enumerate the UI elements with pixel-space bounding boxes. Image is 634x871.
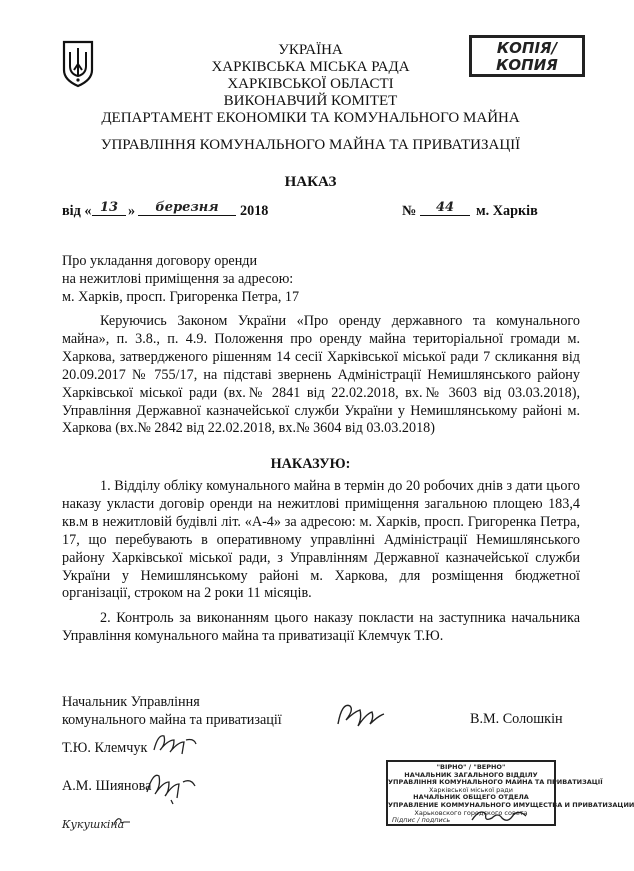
order-city: м. Харків (476, 203, 538, 219)
head-title-line1: Начальник Управління (62, 694, 200, 710)
subject-line: м. Харків, просп. Григоренка Петра, 17 (62, 289, 300, 305)
head-name: В.М. Солошкін (470, 711, 563, 727)
header-executive-committee: ВИКОНАВЧИЙ КОМІТЕТ (223, 93, 398, 109)
verno-stamp-signature (470, 806, 530, 828)
executor-signature (112, 814, 132, 828)
document-type: НАКАЗ (284, 174, 337, 190)
head-signature (332, 698, 388, 732)
approver-2-name: А.М. Шиянова (62, 778, 152, 794)
date-day: 13 (92, 200, 126, 216)
date-mid: » (128, 203, 136, 219)
verno-stamp-line: НАЧАЛЬНИК ЗАГАЛЬНОГО ВІДДІЛУ (404, 770, 538, 779)
header-division: УПРАВЛІННЯ КОМУНАЛЬНОГО МАЙНА ТА ПРИВАТИЗАЦІЇ (100, 137, 521, 153)
executor-name: Кукушкіна (62, 818, 125, 831)
subject-line: Про укладання договору оренди (62, 253, 258, 269)
order-number-prefix: № (402, 203, 417, 219)
verno-stamp-line: Харківської міської ради (428, 785, 514, 794)
order-number: 44 (420, 200, 470, 216)
header-department: ДЕПАРТАМЕНТ ЕКОНОМІКИ ТА КОМУНАЛЬНОГО МАЙНА (101, 110, 520, 126)
subject-line: на нежитлові приміщення за адресою: (62, 271, 294, 287)
subject-block (62, 252, 299, 306)
approver-1-signature (150, 730, 200, 758)
verno-stamp-line: "ВІРНО" / "ВЕРНО" (436, 763, 506, 771)
verno-stamp-line: Харьковского городского совета (414, 808, 528, 817)
preamble-paragraph: Керуючись Законом України «Про оренду державного та комунального майна», п. 3.8., п. 4.9. Положення про оренду майна територіальної громади м. Харкова, затвердженого рішенням 14 сесії Харківської міської ради 7 скликання від 20.09.2017 № 755/17, на підставі звернень Адміністрації Немишлянського району Харківської міської ради (вх.№ 2841 від 22.02.2018, вх.№ 3603 від 03.03.2018), Управління Державної казначейської служби України у Немишлянському районі м. Харкова (вх.№ 2842 від 22.02.2018, вх.№ 3604 від 03.03.2018) (62, 313, 580, 437)
verno-stamp-line: НАЧАЛЬНИК ОБЩЕГО ОТДЕЛА (413, 793, 529, 802)
approver-1-name: Т.Ю. Клемчук (62, 740, 148, 756)
header-country: УКРАЇНА (278, 42, 343, 58)
date-month: березня (138, 200, 236, 216)
date-number-line (62, 200, 562, 225)
copy-stamp-line2: КОПИЯ (496, 56, 558, 74)
approver-2-signature (143, 766, 199, 806)
header-oblast: ХАРКІВСЬКОЇ ОБЛАСТІ (227, 76, 394, 92)
date-prefix: від « (62, 203, 92, 219)
copy-stamp-line1: КОПІЯ/ (496, 39, 558, 57)
order-heading: НАКАЗУЮ: (270, 456, 351, 472)
verno-stamp-sign-label: Підпис / подпись (392, 816, 451, 825)
head-title (62, 694, 282, 729)
date-year: 2018 (240, 203, 269, 219)
header-city-council: ХАРКІВСЬКА МІСЬКА РАДА (211, 59, 410, 75)
verno-stamp-line: УПРАВЛЕНИЕ КОММУНАЛЬНОГО ИМУЩЕСТВА И ПРИВАТИЗАЦИИ (388, 800, 634, 809)
head-title-line2: комунального майна та приватизації (62, 711, 282, 728)
verno-stamp-line: УПРАВЛІННЯ КОМУНАЛЬНОГО МАЙНА ТА ПРИВАТИЗАЦІЇ (388, 778, 603, 787)
order-item-1: 1. Відділу обліку комунального майна в термін до 20 робочих днів з дати цього наказу укласти договір оренди на нежитлові приміщення загальною площею 183,4 кв.м в нежитловій будівлі літ. «А-4» за адресою: м. Харків, просп. Григоренка Петра, 17, що перебувають в оперативному управлінні Адміністрації Немишлянського району Харківської міської ради, з Управлінням Державної казначейської служби України у Немишлянському районі м. Харкова, для розміщення бюджетної організації, строком на 2 роки 11 місяців. (62, 478, 580, 602)
order-item-2: 2. Контроль за виконанням цього наказу покласти на заступника начальника Управління комунального майна та приватизації Клемчук Т.Ю. (62, 610, 580, 644)
